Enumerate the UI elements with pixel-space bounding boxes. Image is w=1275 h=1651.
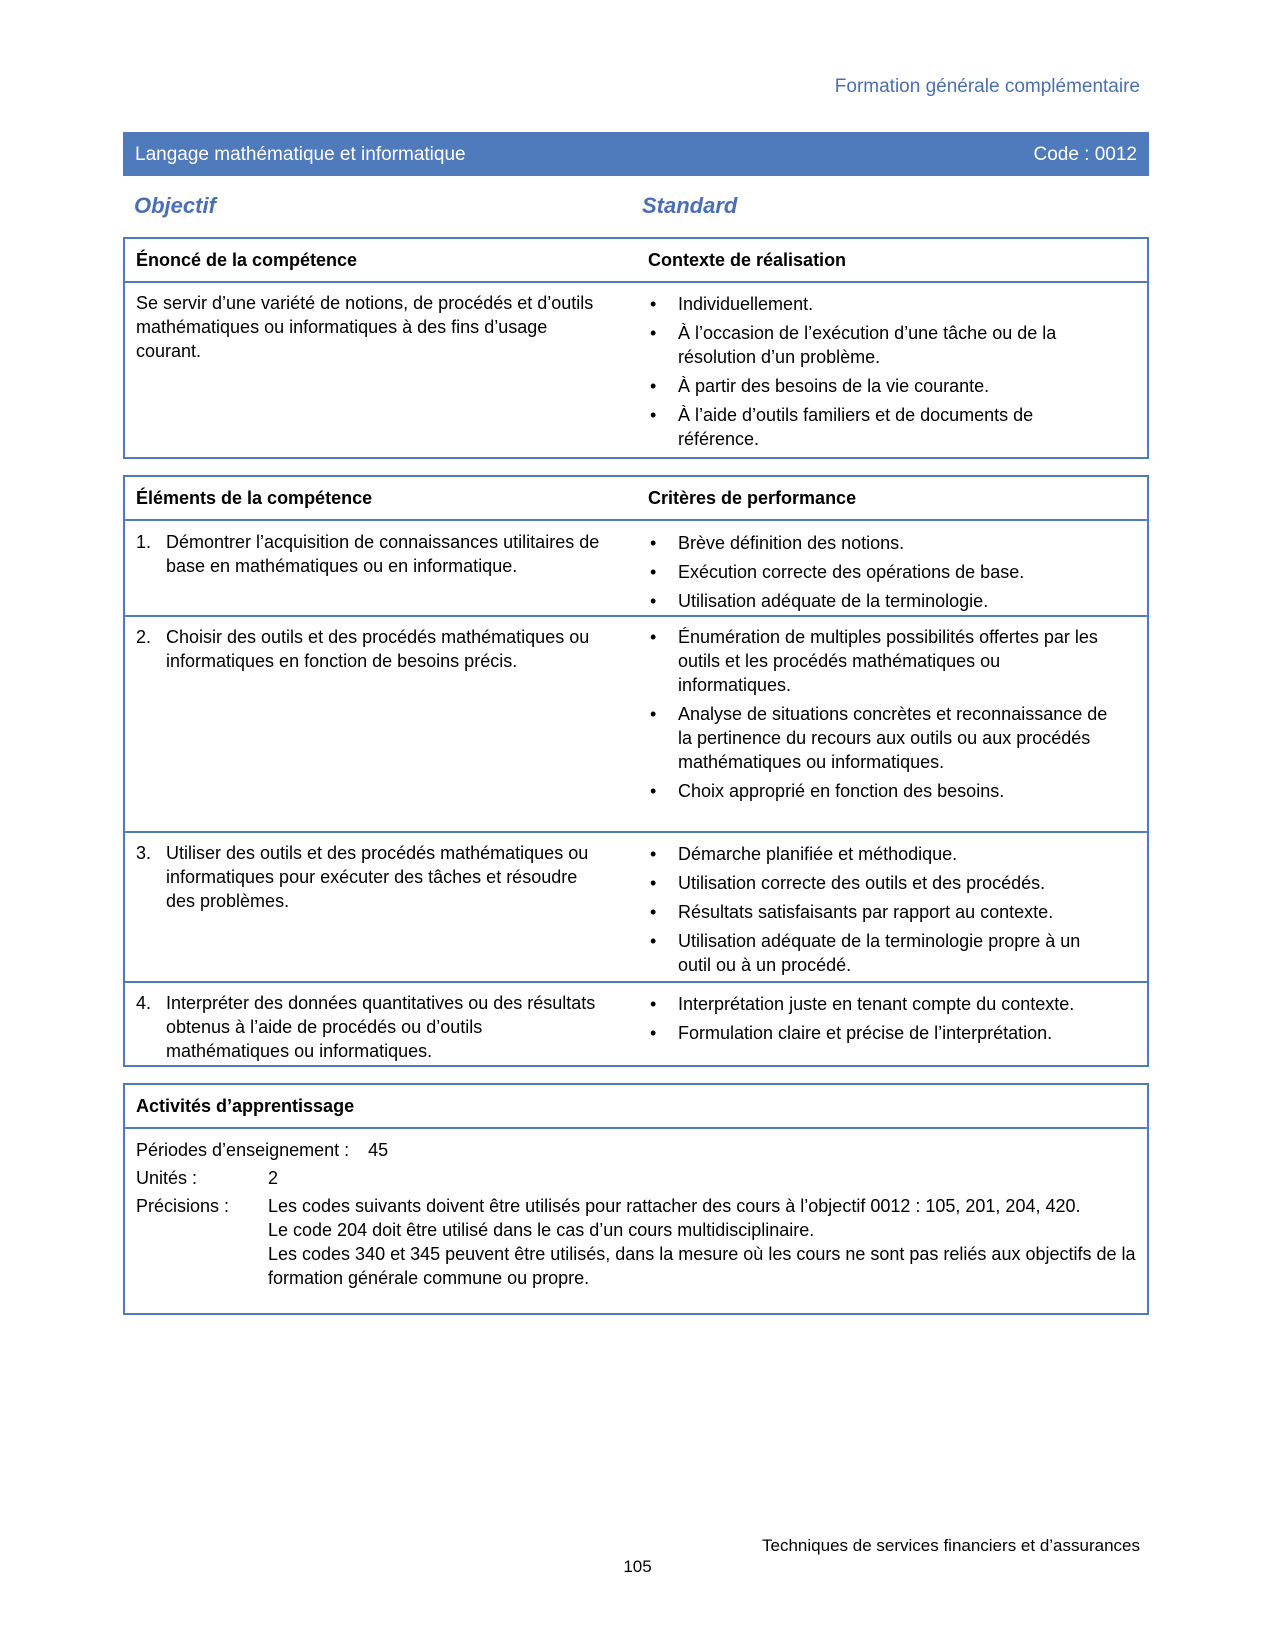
competence-box [123,237,1149,459]
element-number: 2. [136,627,152,647]
list-item: • Utilisation adéquate de la terminologie. [648,589,1118,613]
list-item: • Interprétation juste en tenant compte du contexte. [648,992,1118,1016]
program-footer: Techniques de services financiers et d’assurances [762,1536,1140,1555]
element-text [136,530,606,578]
element-row-2 [125,617,1147,833]
criteria-list [648,625,1118,808]
unites-line [136,1166,279,1190]
list-item: • Résultats satisfaisants par rapport au contexte. [648,900,1118,924]
list-item: • Individuellement. [648,292,1118,316]
element-description: Démontrer l’acquisition de connaissances utilitaires de base en mathématiques ou en informatique. [166,532,600,576]
element-text [136,625,606,673]
criteria-list [648,531,1118,618]
contexte-header: Contexte de réalisation [648,250,847,270]
list-item: • Exécution correcte des opérations de base. [648,560,1118,584]
list-item: • Utilisation adéquate de la terminologie propre à un outil ou à un procédé. [648,929,1118,977]
course-title-bar [123,132,1149,176]
activities-header: Activités d’apprentissage [136,1096,355,1116]
list-item: • Démarche planifiée et méthodique. [648,842,1118,866]
unites-value: 2 [268,1168,279,1188]
precisions-text [268,1194,1138,1290]
activities-box [123,1083,1149,1315]
element-number: 3. [136,843,152,863]
objectif-label: Objectif [134,193,216,218]
unites-label: Unités : [136,1168,198,1188]
list-item: • Utilisation correcte des outils et des procédés. [648,871,1118,895]
precision-paragraph: Le code 204 doit être utilisé dans le cas d’un cours multidisciplinaire. [268,1220,815,1240]
elements-box-header [125,477,1147,521]
list-item: • Choix approprié en fonction des besoins. [648,779,1118,803]
periodes-value: 45 [368,1140,389,1160]
course-title: Langage mathématique et informatique [135,144,466,165]
page-number: 105 [623,1557,652,1576]
elements-box [123,475,1149,1067]
criteria-list [648,992,1118,1050]
element-row-1 [125,521,1147,617]
element-text [136,841,606,913]
list-item: • À partir des besoins de la vie courante. [648,374,1118,398]
section-header: Formation générale complémentaire [834,76,1140,97]
elements-header: Éléments de la compétence [136,488,373,508]
element-text [136,991,606,1063]
element-number: 4. [136,993,152,1013]
criteria-list [648,842,1118,982]
enonce-header: Énoncé de la compétence [136,250,358,270]
precision-paragraph: Les codes suivants doivent être utilisés pour rattacher des cours à l’objectif 0012 : 105, 201, 204, 420. [268,1196,1081,1216]
activities-box-header [125,1085,1147,1129]
element-description: Interpréter des données quantitatives ou des résultats obtenus à l’aide de procédés ou d’outils mathématiques ou informatiques. [166,993,596,1061]
periodes-line [136,1138,388,1162]
standard-label: Standard [642,193,738,218]
criteres-header: Critères de performance [648,488,857,508]
competence-box-header [125,239,1147,283]
list-item: • À l’aide d’outils familiers et de documents de référence. [648,403,1118,451]
enonce-text: Se servir d’une variété de notions, de procédés et d’outils mathématiques ou informatiques à des fins d’usage courant. [136,293,594,361]
precision-paragraph: Les codes 340 et 345 peuvent être utilisés, dans la mesure où les cours ne sont pas reliés aux objectifs de la formation générale commune ou propre. [268,1244,1136,1288]
course-code: Code : 0012 [1033,144,1137,165]
element-row-3 [125,833,1147,983]
list-item: • À l’occasion de l’exécution d’une tâche ou de la résolution d’un problème. [648,321,1118,369]
element-description: Utiliser des outils et des procédés mathématiques ou informatiques pour exécuter des tâches et résoudre des problèmes. [166,843,589,911]
list-item: • Analyse de situations concrètes et reconnaissance de la pertinence du recours aux outils ou aux procédés mathématiques ou informatiques. [648,702,1118,774]
precisions-label: Précisions : [136,1196,230,1216]
element-number: 1. [136,532,152,552]
list-item: • Énumération de multiples possibilités offertes par les outils et les procédés mathématiques ou informatiques. [648,625,1118,697]
contexte-list [648,292,1118,456]
list-item: • Formulation claire et précise de l’interprétation. [648,1021,1118,1045]
element-description: Choisir des outils et des procédés mathématiques ou informatiques en fonction de besoins précis. [166,627,590,671]
list-item: • Brève définition des notions. [648,531,1118,555]
element-row-4 [125,983,1147,1067]
periodes-label: Périodes d’enseignement : [136,1140,350,1160]
